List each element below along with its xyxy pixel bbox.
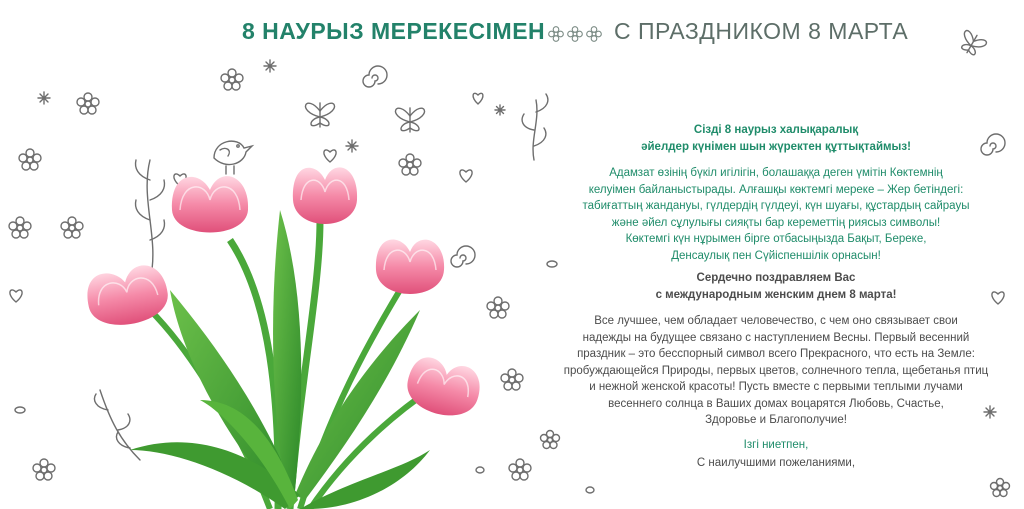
text-line: Здоровье и Благополучие!	[705, 414, 847, 426]
tulip-flower	[376, 240, 444, 294]
doodle-heart-icon	[10, 290, 22, 302]
text-line: әйелдер күнімен шын жүректен құттықтаймыз!	[641, 140, 911, 153]
text-line: және әйел сұлулығы сияқты бар кереметтің риясыз символы!	[611, 216, 941, 229]
text-line: Көктемгі күн нұрымен бірге отбасыңызда Бақыт, Береке,	[625, 233, 927, 245]
signature	[556, 436, 996, 472]
greeting-kazakh-headline	[556, 122, 996, 155]
butterfly-icon	[956, 29, 987, 59]
signature-kazakh: Ізгі ниетпен,	[743, 439, 809, 451]
doodle-star-icon	[264, 60, 276, 72]
butterfly-icon	[306, 103, 335, 127]
doodle-flower-icon	[991, 479, 1010, 497]
text-line: надежды на будущее связано с наступлением Весны. Первый весенний	[582, 331, 970, 344]
tulip-flower	[172, 176, 248, 232]
text-line: Сердечно поздравляем Вас	[696, 272, 856, 284]
text-line: Сізді 8 наурыз халықаралық	[693, 124, 859, 136]
text-line: и нежной женской красоты! Пусть вместе с первыми теплыми лучами	[589, 381, 963, 393]
doodle-flower-icon	[77, 93, 99, 114]
greeting-kazakh	[556, 122, 996, 264]
text-line: с международным женским днем 8 марта!	[655, 288, 897, 301]
title-separator-icon	[549, 27, 602, 42]
butterfly-icon	[396, 108, 425, 132]
greeting-kazakh-body	[556, 165, 996, 264]
tulip-flower	[402, 353, 485, 423]
greeting-russian	[556, 270, 996, 429]
doodle-star-icon	[495, 105, 505, 115]
tulip-flower	[293, 167, 357, 224]
text-line: табиғаттың жандануы, гүлдердің гүлдеуі, күн шуағы, құстардың сайрауы	[582, 200, 970, 212]
doodle-flower-icon	[221, 69, 243, 90]
doodle-star-icon	[38, 92, 50, 104]
doodle-swirl-icon	[363, 66, 387, 87]
title-kazakh: 8 НАУРЫЗ МЕРЕКЕСІМЕН	[242, 18, 546, 44]
tulip-bouquet-illustration	[70, 150, 510, 509]
text-line: Все лучшее, чем обладает человечество, с чем оно связывает свои	[594, 315, 958, 327]
signature-russian: С наилучшими пожеланиями,	[696, 457, 856, 469]
text-line: праздник – это бесспорный символ всего Прекрасного, что есть на Земле:	[577, 348, 975, 360]
doodle-flower-icon	[9, 217, 31, 238]
greeting-russian-headline	[556, 270, 996, 303]
greeting-russian-body	[556, 313, 996, 429]
text-line: келуімен байланыстырады. Алғашқы көктемгі мереке – Жер бетіндегі:	[588, 183, 964, 196]
doodle-flower-icon	[509, 459, 531, 480]
text-line: пробуждающейся Природы, первых цветов, солнечного тепла, щебетанья птиц	[563, 364, 989, 377]
text-line: весеннего солнца в Ваших домах воцарятся Любовь, Счастье,	[608, 397, 944, 410]
text-line: Денсаулық пен Сүйіспеншілік орнасын!	[671, 249, 881, 262]
title-russian: С ПРАЗДНИКОМ 8 МАРТА	[614, 18, 909, 44]
doodle-flower-icon	[19, 149, 41, 170]
doodle-flower-icon	[33, 459, 55, 480]
doodle-heart-icon	[473, 93, 483, 104]
text-line: Адамзат өзінің бүкіл игілігін, болашаққа деген үмітін Көктемнің	[609, 167, 943, 179]
